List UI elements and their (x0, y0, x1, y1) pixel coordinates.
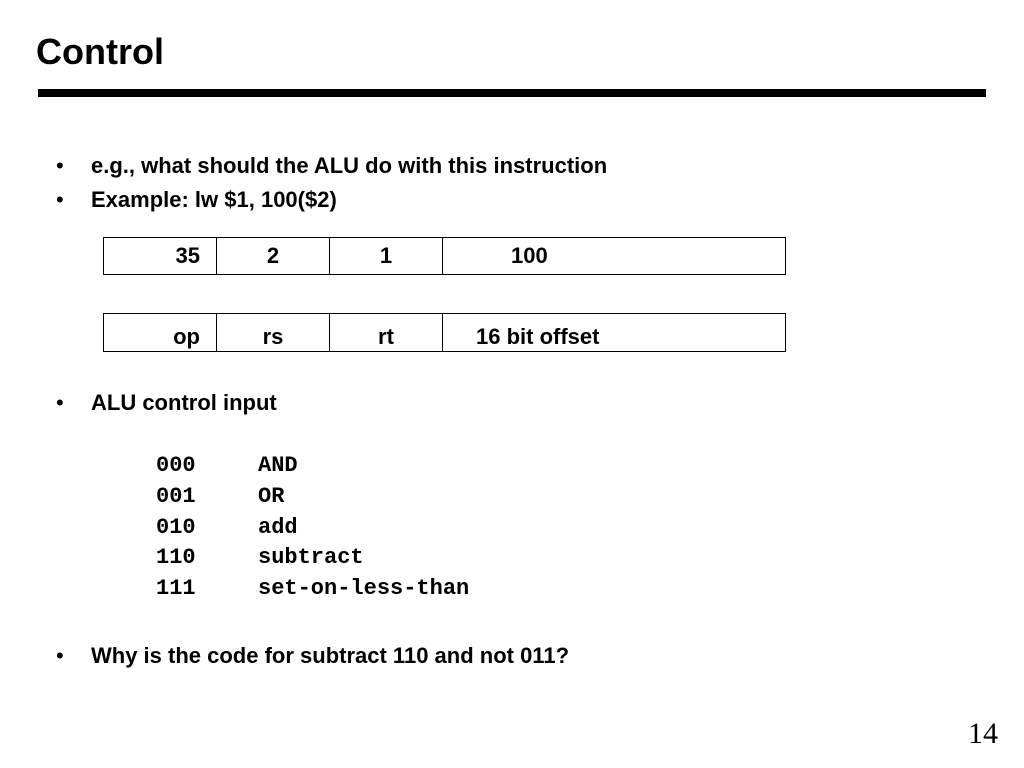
bullet-marker: • (56, 153, 64, 178)
table-cell-op-field: op (104, 314, 217, 352)
table-row (104, 238, 786, 275)
bullet-text: e.g., what should the ALU do with this instruction (91, 153, 608, 178)
bullet-text: ALU control input (91, 390, 277, 415)
alu-code: 001 (156, 483, 196, 509)
table-cell-rt-value: 1 (330, 238, 443, 275)
alu-code: 111 (156, 576, 196, 602)
alu-operation: AND (258, 453, 298, 478)
alu-operation: add (258, 514, 298, 540)
bullet-text: Example: lw $1, 100($2) (91, 187, 337, 212)
alu-operation: subtract (258, 545, 364, 571)
bullet-text: Why is the code for subtract 110 and not 011? (91, 643, 570, 668)
table-cell-offset-field: 16 bit offset (443, 314, 786, 352)
bullet-marker: • (56, 187, 64, 212)
table-row (104, 314, 786, 352)
alu-code: 110 (156, 545, 196, 571)
alu-code: 000 (156, 453, 196, 478)
table-cell-offset-value: 100 (443, 238, 786, 275)
instruction-format-table (103, 313, 786, 352)
instruction-values-table (103, 237, 786, 275)
alu-operation: OR (258, 483, 285, 509)
alu-operation: set-on-less-than (258, 576, 470, 602)
bullet-marker: • (56, 390, 64, 415)
title-divider (38, 89, 986, 97)
table-cell-rs-value: 2 (217, 238, 330, 275)
slide-title: Control (36, 31, 164, 72)
bullet-marker: • (56, 643, 64, 668)
table-cell-rs-field: rs (217, 314, 330, 352)
table-cell-op-value: 35 (104, 238, 217, 275)
table-cell-rt-field: rt (330, 314, 443, 352)
page-number: 14 (968, 717, 998, 750)
alu-code: 010 (156, 514, 196, 540)
